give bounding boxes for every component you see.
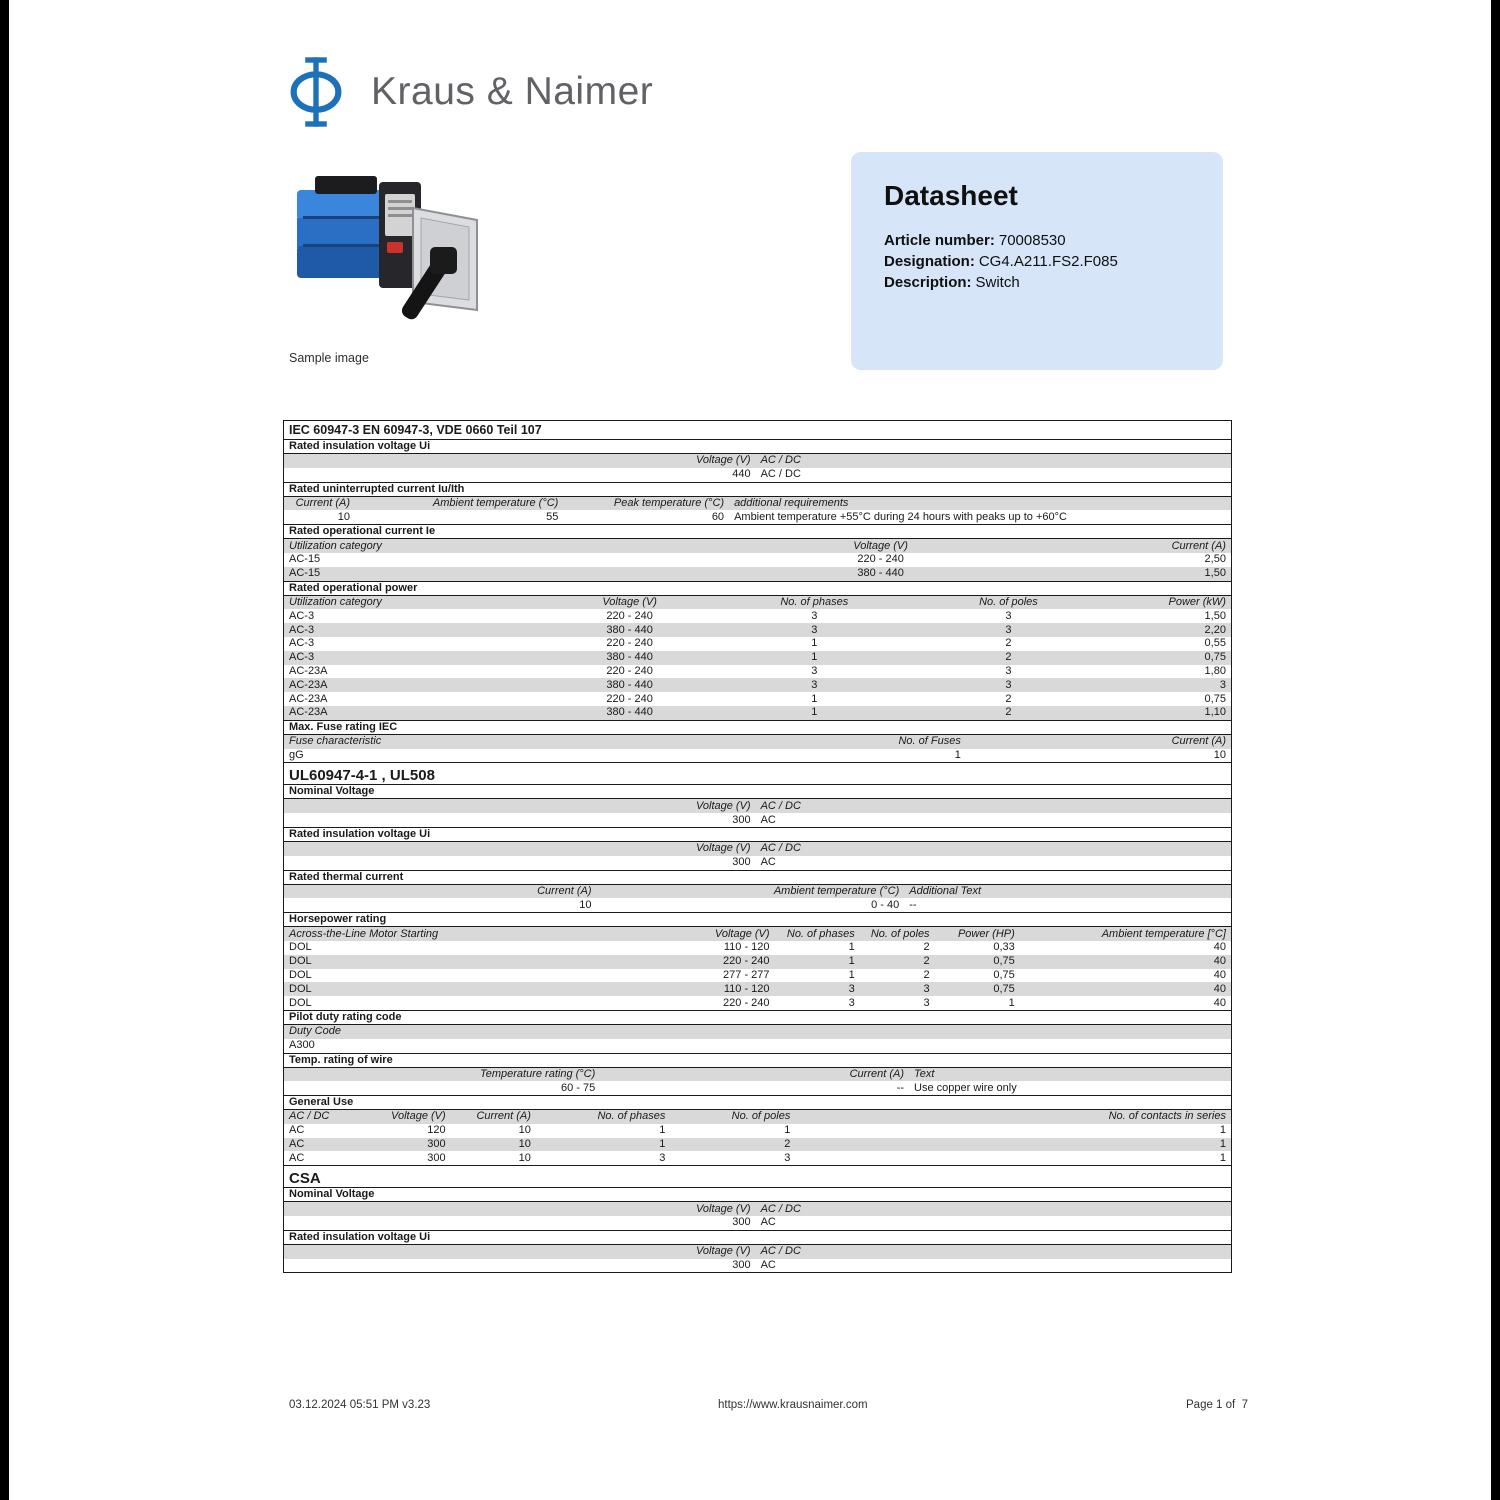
- table-cell: --: [909, 898, 917, 911]
- table-cell: No. of phases: [786, 927, 855, 940]
- table-cell: 10: [579, 898, 592, 911]
- table-cell: Use copper wire only: [914, 1081, 1017, 1094]
- table-cell: No. of phases: [597, 1110, 666, 1123]
- table-cell: AC-15: [289, 567, 321, 580]
- table-cell: 0,75: [993, 968, 1015, 981]
- table-cell: 277 - 277: [723, 968, 770, 981]
- brand-name: Kraus & Naimer: [371, 70, 654, 113]
- table-cell: 1: [659, 1124, 666, 1137]
- table-cell: 3: [811, 678, 818, 691]
- table-cell: 440: [732, 468, 751, 481]
- data-row: [284, 856, 1231, 870]
- table-cell: AC / DC: [760, 454, 801, 467]
- table-cell: Peak temperature (°C): [613, 496, 725, 509]
- description-value: Switch: [975, 274, 1020, 291]
- table-cell: 0,75: [993, 955, 1015, 968]
- table-cell: No. of poles: [870, 927, 930, 940]
- data-row: [284, 623, 1231, 637]
- table-cell: 1,50: [1204, 609, 1226, 622]
- table-cell: AC: [760, 1259, 776, 1272]
- section-title-row: [284, 870, 1231, 885]
- table-cell: 110 - 120: [723, 941, 770, 954]
- column-header-row: [284, 1110, 1231, 1124]
- table-cell: 40: [1213, 996, 1226, 1009]
- table-cell: 40: [1213, 982, 1226, 995]
- page-edge-left: [0, 0, 9, 1500]
- data-row: [284, 468, 1231, 482]
- table-cell: Duty Code: [289, 1025, 341, 1038]
- table-cell: 2: [784, 1138, 791, 1151]
- table-cell: Rated insulation voltage Ui: [289, 440, 431, 452]
- table-cell: DOL: [289, 968, 312, 981]
- table-cell: Text: [914, 1067, 935, 1080]
- table-cell: No. of Fuses: [898, 735, 961, 748]
- column-header-row: [284, 1068, 1231, 1082]
- data-row: [284, 749, 1231, 763]
- cam-switch-photo: [285, 160, 485, 345]
- table-cell: Rated thermal current: [289, 870, 404, 883]
- table-cell: 3: [1005, 664, 1012, 677]
- table-cell: 3: [1219, 678, 1226, 691]
- table-cell: 380 - 440: [606, 651, 653, 664]
- table-cell: 0,55: [1204, 637, 1226, 650]
- table-cell: DOL: [289, 955, 312, 968]
- column-header-row: [284, 799, 1231, 813]
- data-row: [284, 1039, 1231, 1053]
- data-row: [284, 567, 1231, 581]
- table-cell: 220 - 240: [606, 609, 653, 622]
- designation-label: Designation:: [884, 253, 975, 270]
- table-cell: UL60947-4-1 , UL508: [289, 767, 435, 785]
- table-cell: 380 - 440: [606, 623, 653, 636]
- table-cell: Voltage (V): [695, 454, 751, 467]
- table-cell: 10: [518, 1124, 531, 1137]
- table-cell: Voltage (V): [695, 799, 751, 812]
- data-row: [284, 665, 1231, 679]
- column-header-row: [284, 1025, 1231, 1039]
- section-title-row: [284, 1230, 1231, 1245]
- table-cell: 1: [848, 955, 855, 968]
- article-number-value: 70008530: [998, 232, 1066, 249]
- section-title-row: [284, 762, 1231, 784]
- table-cell: 300: [427, 1151, 446, 1164]
- table-cell: Nominal Voltage: [289, 1188, 375, 1201]
- article-number-row: [884, 230, 1190, 251]
- table-cell: 220 - 240: [606, 692, 653, 705]
- table-cell: Additional Text: [909, 884, 982, 897]
- table-cell: 10: [1213, 748, 1226, 761]
- table-cell: 110 - 120: [723, 982, 770, 995]
- table-cell: 1,80: [1204, 664, 1226, 677]
- table-cell: 1: [811, 692, 818, 705]
- section-title-row: [284, 827, 1231, 842]
- page-edge-right: [1491, 0, 1500, 1500]
- table-cell: 1,50: [1204, 567, 1226, 580]
- table-cell: 40: [1213, 955, 1226, 968]
- table-cell: AC-23A: [289, 664, 328, 677]
- data-row: [284, 1259, 1231, 1273]
- footer-date-version: 03.12.2024 05:51 PM v3.23: [289, 1399, 431, 1411]
- section-title-row: [284, 581, 1231, 596]
- table-cell: General Use: [289, 1096, 354, 1109]
- table-cell: Power (HP): [957, 927, 1015, 940]
- table-cell: 120: [427, 1124, 446, 1137]
- table-cell: 3: [1005, 623, 1012, 636]
- table-cell: 1: [811, 706, 818, 719]
- table-cell: No. of contacts in series: [1108, 1110, 1226, 1123]
- section-title-row: [284, 1053, 1231, 1068]
- data-row: [284, 941, 1231, 955]
- data-row: [284, 1138, 1231, 1152]
- table-cell: 300: [732, 813, 751, 826]
- column-header-row: [284, 596, 1231, 610]
- table-cell: DOL: [289, 982, 312, 995]
- table-cell: Max. Fuse rating IEC: [289, 720, 398, 733]
- table-cell: Power (kW): [1168, 595, 1226, 608]
- datasheet-title: Datasheet: [884, 180, 1018, 211]
- footer-url: https://www.krausnaimer.com: [718, 1399, 868, 1411]
- table-cell: 3: [811, 664, 818, 677]
- table-cell: 3: [923, 996, 930, 1009]
- data-row: [284, 651, 1231, 665]
- table-cell: 1: [1219, 1151, 1226, 1164]
- data-row: [284, 813, 1231, 827]
- table-cell: --: [896, 1081, 905, 1094]
- table-cell: 2,50: [1204, 553, 1226, 566]
- table-cell: 300: [732, 856, 751, 869]
- table-cell: 2: [923, 955, 930, 968]
- section-title-row: [284, 524, 1231, 539]
- table-cell: AC / DC: [289, 1110, 330, 1123]
- table-cell: 1: [659, 1138, 666, 1151]
- table-cell: 220 - 240: [606, 637, 653, 650]
- table-cell: 2: [923, 968, 930, 981]
- description-label: Description:: [884, 274, 972, 291]
- table-cell: AC-3: [289, 637, 315, 650]
- section-title-row: [284, 912, 1231, 927]
- data-row: [284, 1216, 1231, 1230]
- table-cell: gG: [289, 748, 304, 761]
- table-cell: 1: [954, 748, 961, 761]
- kraus-naimer-logo-icon: [285, 55, 347, 129]
- table-cell: 1: [848, 968, 855, 981]
- table-cell: AC: [760, 813, 776, 826]
- table-cell: Across-the-Line Motor Starting: [289, 927, 439, 940]
- table-cell: 3: [811, 609, 818, 622]
- table-cell: Utilization category: [289, 539, 382, 552]
- table-cell: 3: [784, 1151, 791, 1164]
- table-cell: Nominal Voltage: [289, 785, 375, 798]
- column-header-row: [284, 842, 1231, 856]
- column-header-row: [284, 1245, 1231, 1259]
- section-title-row: [284, 439, 1231, 454]
- table-cell: AC / DC: [760, 1245, 801, 1258]
- table-cell: No. of poles: [731, 1110, 791, 1123]
- table-cell: AC-15: [289, 553, 321, 566]
- data-row: [284, 996, 1231, 1010]
- table-cell: Current (A): [849, 1067, 905, 1080]
- table-cell: 2,20: [1204, 623, 1226, 636]
- table-cell: AC-23A: [289, 706, 328, 719]
- table-cell: 1,10: [1204, 706, 1226, 719]
- table-cell: AC-3: [289, 623, 315, 636]
- column-header-row: [284, 927, 1231, 941]
- product-image: [285, 160, 485, 345]
- table-cell: AC-3: [289, 651, 315, 664]
- table-cell: 0,75: [993, 982, 1015, 995]
- table-cell: additional requirements: [734, 496, 849, 509]
- table-cell: 1: [1219, 1138, 1226, 1151]
- data-row: [284, 1151, 1231, 1165]
- table-cell: 1: [1008, 996, 1015, 1009]
- table-cell: Voltage (V): [695, 842, 751, 855]
- table-cell: Utilization category: [289, 595, 382, 608]
- table-cell: 2: [1005, 637, 1012, 650]
- data-row: [284, 1081, 1231, 1095]
- table-cell: AC-23A: [289, 692, 328, 705]
- data-row: [284, 609, 1231, 623]
- data-row: [284, 706, 1231, 720]
- table-cell: 1: [811, 651, 818, 664]
- table-cell: No. of poles: [979, 595, 1038, 608]
- column-header-row: [284, 539, 1231, 553]
- table-cell: Rated uninterrupted current Iu/Ith: [289, 482, 465, 495]
- table-cell: Pilot duty rating code: [289, 1010, 402, 1023]
- table-cell: 3: [659, 1151, 666, 1164]
- table-cell: Voltage (V): [695, 1202, 751, 1215]
- column-header-row: [284, 885, 1231, 899]
- section-title-row: [284, 1095, 1231, 1110]
- section-title-row: [284, 1187, 1231, 1202]
- column-header-row: [284, 1202, 1231, 1216]
- data-row: [284, 898, 1231, 912]
- table-cell: 2: [1005, 651, 1012, 664]
- table-cell: 1: [1219, 1124, 1226, 1137]
- table-cell: 3: [848, 982, 855, 995]
- table-cell: Fuse characteristic: [289, 735, 382, 748]
- table-cell: 1: [784, 1124, 791, 1137]
- table-cell: 2: [1005, 692, 1012, 705]
- data-row: [284, 678, 1231, 692]
- table-cell: Rated operational power: [289, 581, 418, 594]
- section-title-row: [284, 784, 1231, 799]
- table-cell: Rated operational current Ie: [289, 525, 436, 538]
- table-cell: 220 - 240: [723, 955, 770, 968]
- table-cell: AC: [289, 1138, 305, 1151]
- table-cell: Voltage (V): [714, 927, 770, 940]
- table-cell: Rated insulation voltage Ui: [289, 827, 431, 840]
- table-cell: 220 - 240: [857, 553, 904, 566]
- data-row: [284, 637, 1231, 651]
- table-cell: AC-23A: [289, 678, 328, 691]
- table-cell: 3: [1005, 678, 1012, 691]
- data-row: [284, 692, 1231, 706]
- table-cell: 0 - 40: [871, 898, 900, 911]
- table-cell: 300: [732, 1216, 751, 1229]
- table-cell: Current (A): [1171, 539, 1226, 552]
- data-row: [284, 969, 1231, 983]
- table-cell: 300: [732, 1259, 751, 1272]
- table-cell: 0,33: [993, 941, 1015, 954]
- table-cell: Rated insulation voltage Ui: [289, 1230, 431, 1243]
- table-cell: 60 - 75: [561, 1081, 596, 1094]
- table-cell: Ambient temperature [°C]: [1101, 927, 1226, 940]
- column-header-row: [284, 497, 1231, 511]
- sample-image-caption: Sample image: [289, 351, 369, 365]
- datasheet-info-box: [851, 152, 1223, 370]
- table-cell: 3: [923, 982, 930, 995]
- data-row: [284, 1124, 1231, 1138]
- table-cell: AC-3: [289, 609, 315, 622]
- section-title-row: [284, 720, 1231, 735]
- column-header-row: [284, 454, 1231, 468]
- table-cell: DOL: [289, 996, 312, 1009]
- spec-table: [283, 420, 1232, 1273]
- table-cell: Voltage (V): [391, 1110, 446, 1123]
- table-cell: 0,75: [1204, 651, 1226, 664]
- table-cell: Current (A): [476, 1110, 531, 1123]
- table-cell: Voltage (V): [853, 539, 908, 552]
- table-cell: 220 - 240: [723, 996, 770, 1009]
- footer-page-number: Page 1 of 7: [1186, 1399, 1249, 1411]
- table-cell: AC: [289, 1151, 305, 1164]
- section-title-row: [284, 421, 1231, 439]
- table-cell: 3: [848, 996, 855, 1009]
- table-cell: 2: [1005, 706, 1012, 719]
- table-cell: 300: [427, 1138, 446, 1151]
- table-cell: Temp. rating of wire: [289, 1053, 393, 1066]
- table-cell: AC: [760, 856, 776, 869]
- table-cell: Ambient temperature (°C): [773, 884, 900, 897]
- data-row: [284, 553, 1231, 567]
- table-cell: 40: [1213, 968, 1226, 981]
- table-cell: AC: [760, 1216, 776, 1229]
- section-title-row: [284, 1165, 1231, 1187]
- table-cell: Current (A): [295, 496, 351, 509]
- table-cell: 10: [518, 1138, 531, 1151]
- table-cell: AC / DC: [760, 1202, 801, 1215]
- table-cell: 220 - 240: [606, 664, 653, 677]
- table-cell: 2: [923, 941, 930, 954]
- table-cell: AC / DC: [760, 799, 801, 812]
- table-cell: Ambient temperature +55°C during 24 hours with peaks up to +60°C: [734, 510, 1067, 523]
- data-row: [284, 955, 1231, 969]
- table-cell: 380 - 440: [606, 706, 653, 719]
- table-cell: AC / DC: [760, 468, 801, 481]
- table-cell: CSA: [289, 1170, 321, 1188]
- table-cell: 10: [518, 1151, 531, 1164]
- table-cell: 40: [1213, 941, 1226, 954]
- table-cell: No. of phases: [780, 595, 849, 608]
- data-row: [284, 982, 1231, 996]
- section-title-row: [284, 1010, 1231, 1025]
- table-cell: 1: [848, 941, 855, 954]
- table-cell: 3: [811, 623, 818, 636]
- table-cell: 10: [337, 510, 351, 523]
- table-cell: 55: [546, 510, 559, 523]
- table-cell: 60: [711, 510, 725, 523]
- column-header-row: [284, 735, 1231, 749]
- table-cell: DOL: [289, 941, 312, 954]
- table-cell: Current (A): [537, 884, 592, 897]
- table-cell: 380 - 440: [606, 678, 653, 691]
- table-cell: Horsepower rating: [289, 913, 387, 926]
- table-cell: AC: [289, 1124, 305, 1137]
- table-cell: Temperature rating (°C): [480, 1067, 596, 1080]
- table-cell: 3: [1005, 609, 1012, 622]
- table-cell: Ambient temperature (°C): [432, 496, 559, 509]
- section-title-row: [284, 482, 1231, 497]
- designation-row: [884, 251, 1190, 272]
- table-cell: 0,75: [1204, 692, 1226, 705]
- table-cell: IEC 60947-3 EN 60947-3, VDE 0660 Teil 107: [289, 422, 542, 437]
- table-cell: 380 - 440: [857, 567, 904, 580]
- data-row: [284, 510, 1231, 524]
- article-number-label: Article number:: [884, 232, 995, 249]
- description-row: [884, 272, 1190, 293]
- designation-value: CG4.A211.FS2.F085: [978, 253, 1118, 270]
- table-cell: 1: [811, 637, 818, 650]
- table-cell: A300: [289, 1039, 315, 1052]
- brand-header: [285, 55, 653, 129]
- table-cell: AC / DC: [760, 842, 801, 855]
- table-cell: Voltage (V): [602, 595, 657, 608]
- table-cell: Voltage (V): [695, 1245, 751, 1258]
- table-cell: Current (A): [1171, 735, 1226, 748]
